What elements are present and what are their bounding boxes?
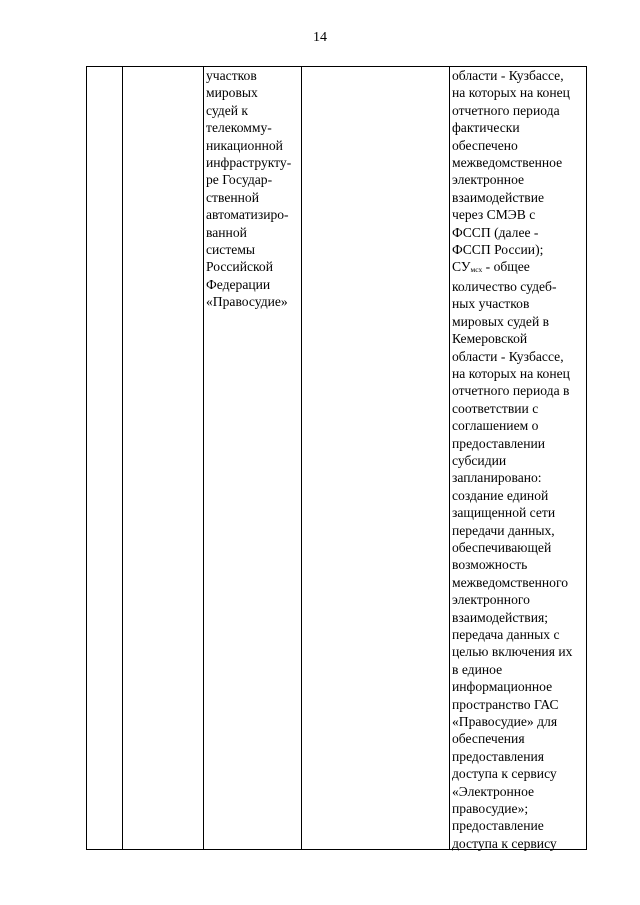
- column-divider-2: [203, 66, 204, 850]
- text-line: передачи данных,: [452, 522, 555, 538]
- text-line: фактически: [452, 120, 520, 136]
- text-line: Федерации: [206, 276, 271, 292]
- text-line: целью включения их: [452, 644, 573, 660]
- text-line: ФССП (далее -: [452, 224, 539, 240]
- text-line: ных участков: [452, 296, 530, 312]
- text-line: области - Кузбассе,: [452, 68, 564, 83]
- text-line: соответствии с: [452, 400, 539, 416]
- text-line: системы: [206, 242, 256, 258]
- text-line: Кемеровской: [452, 331, 528, 347]
- text-line: защищенной сети: [452, 505, 556, 521]
- su-description: - общее: [482, 259, 530, 275]
- text-line: в единое: [452, 661, 503, 677]
- text-line: правосудие»;: [452, 801, 529, 817]
- text-line: взаимодействие: [452, 189, 545, 205]
- text-line: информационное: [452, 679, 553, 695]
- column-divider-3: [301, 66, 302, 850]
- text-line: на которых на конец: [452, 365, 570, 381]
- su-symbol: СУ: [452, 259, 471, 275]
- text-line: количество судеб-: [452, 278, 557, 294]
- text-line: автоматизиро-: [206, 207, 289, 223]
- text-line: телекомму-: [206, 120, 272, 136]
- column-divider-4: [449, 66, 450, 850]
- column-divider-1: [122, 66, 123, 850]
- text-line: никационной: [206, 137, 283, 153]
- table-left-border: [86, 66, 87, 850]
- text-line: мировых судей в: [452, 313, 550, 329]
- text-line: предоставление: [452, 818, 544, 834]
- text-line: участков: [206, 68, 257, 83]
- su-subscript: мсх: [470, 265, 483, 275]
- text-line: на которых на конец: [452, 85, 570, 101]
- text-line: «Правосудие»: [206, 294, 288, 310]
- text-line: ванной: [206, 224, 247, 240]
- text-line: передача данных с: [452, 627, 560, 642]
- text-line: межведомственного: [452, 574, 569, 590]
- text-line: мировых: [206, 85, 258, 101]
- text-line: судей к: [206, 102, 249, 118]
- text-line: предоставлении: [452, 435, 546, 451]
- text-line: отчетного периода: [452, 102, 560, 118]
- text-line: обеспечивающей: [452, 539, 552, 555]
- text-line: запланировано:: [452, 470, 542, 486]
- text-line: создание единой: [452, 487, 549, 503]
- text-line: взаимодействия;: [452, 609, 549, 625]
- su-formula-line: [452, 258, 572, 277]
- text-line: пространство ГАС: [452, 696, 559, 712]
- text-line: «Правосудие» для: [452, 714, 558, 730]
- text-line: ре Государ-: [206, 172, 273, 188]
- text-line: электронное: [452, 172, 525, 188]
- text-line: обеспечено: [452, 137, 518, 153]
- text-line: инфраструкту-: [206, 155, 292, 171]
- text-line: соглашением о: [452, 418, 539, 434]
- text-line: электронного: [452, 592, 530, 608]
- text-line: области - Кузбассе,: [452, 348, 564, 364]
- text-line: отчетного периода в: [452, 383, 570, 399]
- text-line: обеспечения: [452, 731, 525, 747]
- text-line: Российской: [206, 259, 273, 275]
- table-right-border: [586, 66, 587, 850]
- page-number: 14: [313, 30, 327, 45]
- text-line: межведомственное: [452, 155, 563, 171]
- text-line: доступа к сервису: [452, 835, 557, 851]
- text-line: доступа к сервису: [452, 766, 557, 782]
- text-line: ственной: [206, 189, 259, 205]
- cell-indicator-name: [206, 67, 291, 311]
- text-line: предоставления: [452, 748, 545, 764]
- cell-calculation-method: [452, 67, 572, 852]
- text-line: субсидии: [452, 452, 507, 468]
- text-line: ФССП России);: [452, 242, 544, 258]
- text-line: «Электронное: [452, 783, 535, 799]
- data-table: [86, 66, 587, 850]
- text-line: через СМЭВ с: [452, 207, 536, 223]
- text-line: возможность: [452, 557, 528, 573]
